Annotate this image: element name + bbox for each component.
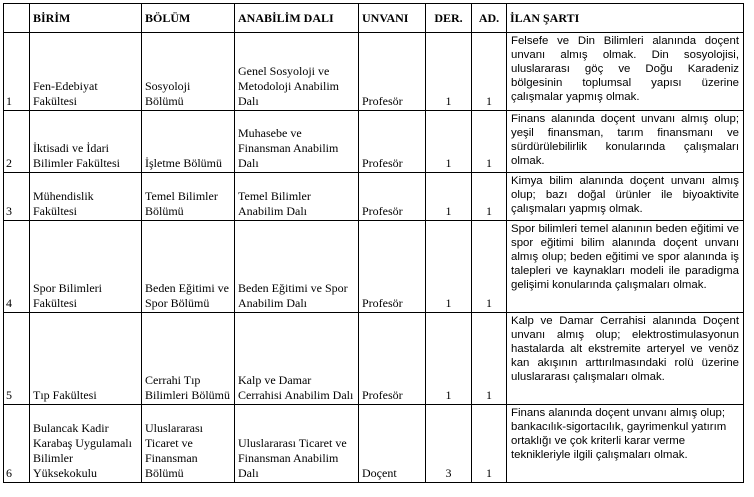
- unvan-cell: Profesör: [359, 111, 426, 173]
- row-number: 3: [4, 173, 30, 221]
- table-body: [4, 33, 744, 483]
- bolum-cell: Sosyoloji Bölümü: [142, 33, 235, 111]
- ilan-sarti-cell: Spor bilimleri temel alanının beden eğitimi ve spor eğitimi bilim alanında doçent unvanı almış olup; beden eğitimi ve spor alanında iş talepleri ve kaynakları modeli ile paradigma gelişimi konularında çalışmaları olmak.: [507, 221, 744, 313]
- adet-cell: 1: [472, 221, 507, 313]
- row-number: 1: [4, 33, 30, 111]
- bolum-cell: Uluslararası Ticaret ve Finansman Bölümü: [142, 405, 235, 483]
- table-row: [4, 405, 744, 483]
- ilan-sarti-cell: Finans alanında doçent unvanı almış olup; bankacılık-sigortacılık, gayrimenkul yatırım ortaklığı ve çok kriterli karar verme teknikleriyle ilgili çalışmaları olmak.: [507, 405, 744, 483]
- ilan-sarti-cell: Felsefe ve Din Bilimleri alanında doçent unvanı almış olmak. Din sosyolojisi, uluslararası göç ve Doğu Karadeniz bölgesinin toplumsal yapısı üzerine çalışmalar yapmış olmak.: [507, 33, 744, 111]
- anabilim-dali-cell: Muhasebe ve Finansman Anabilim Dalı: [235, 111, 359, 173]
- adet-cell: 1: [472, 33, 507, 111]
- ilan-sarti-cell: Kalp ve Damar Cerrahisi alanında Doçent unvanı almış olup; elektrostimulasyonun hastalarda alt ekstremite arteryel ve venöz kan akışının arttırılmasındaki rolü üzerine uluslararası çalışmaları olmak.: [507, 313, 744, 405]
- ilan-sarti-cell: Kimya bilim alanında doçent unvanı almış olup; bazı doğal ürünler ile biyoaktivite çalışmaları yapmış olmak.: [507, 173, 744, 221]
- header-birim: BİRİM: [30, 4, 142, 33]
- unvan-cell: Profesör: [359, 173, 426, 221]
- bolum-cell: Beden Eğitimi ve Spor Bölümü: [142, 221, 235, 313]
- header-row: [4, 4, 744, 33]
- birim-cell: Tıp Fakültesi: [30, 313, 142, 405]
- adet-cell: 1: [472, 313, 507, 405]
- header-no: [4, 4, 30, 33]
- unvan-cell: Profesör: [359, 221, 426, 313]
- header-ilan-sarti: İLAN ŞARTI: [507, 4, 744, 33]
- table-row: [4, 173, 744, 221]
- header-anabilim-dali: ANABİLİM DALI: [235, 4, 359, 33]
- birim-cell: Fen-Edebiyat Fakültesi: [30, 33, 142, 111]
- header-derece: DER.: [426, 4, 472, 33]
- table-header: [4, 4, 744, 33]
- derece-cell: 1: [426, 313, 472, 405]
- derece-cell: 3: [426, 405, 472, 483]
- anabilim-dali-cell: Temel Bilimler Anabilim Dalı: [235, 173, 359, 221]
- adet-cell: 1: [472, 111, 507, 173]
- header-bolum: BÖLÜM: [142, 4, 235, 33]
- bolum-cell: İşletme Bölümü: [142, 111, 235, 173]
- birim-cell: Mühendislik Fakültesi: [30, 173, 142, 221]
- adet-cell: 1: [472, 173, 507, 221]
- job-posting-table: [3, 3, 744, 483]
- table-row: [4, 221, 744, 313]
- row-number: 4: [4, 221, 30, 313]
- birim-cell: Spor Bilimleri Fakültesi: [30, 221, 142, 313]
- row-number: 5: [4, 313, 30, 405]
- birim-cell: Bulancak Kadir Karabaş Uygulamalı Bilimler Yüksekokulu: [30, 405, 142, 483]
- header-adet: AD.: [472, 4, 507, 33]
- unvan-cell: Profesör: [359, 33, 426, 111]
- derece-cell: 1: [426, 221, 472, 313]
- anabilim-dali-cell: Genel Sosyoloji ve Metodoloji Anabilim Dalı: [235, 33, 359, 111]
- unvan-cell: Profesör: [359, 313, 426, 405]
- ilan-sarti-cell: Finans alanında doçent unvanı almış olup; yeşil finansman, tarım finansmanı ve sürdürülebilirlik konularında çalışmaları olmak.: [507, 111, 744, 173]
- derece-cell: 1: [426, 173, 472, 221]
- anabilim-dali-cell: Uluslararası Ticaret ve Finansman Anabilim Dalı: [235, 405, 359, 483]
- bolum-cell: Temel Bilimler Bölümü: [142, 173, 235, 221]
- derece-cell: 1: [426, 33, 472, 111]
- adet-cell: 1: [472, 405, 507, 483]
- birim-cell: İktisadi ve İdari Bilimler Fakültesi: [30, 111, 142, 173]
- anabilim-dali-cell: Kalp ve Damar Cerrahisi Anabilim Dalı: [235, 313, 359, 405]
- row-number: 2: [4, 111, 30, 173]
- unvan-cell: Doçent: [359, 405, 426, 483]
- bolum-cell: Cerrahi Tıp Bilimleri Bölümü: [142, 313, 235, 405]
- table-row: [4, 313, 744, 405]
- anabilim-dali-cell: Beden Eğitimi ve Spor Anabilim Dalı: [235, 221, 359, 313]
- header-unvan: UNVANI: [359, 4, 426, 33]
- table-row: [4, 33, 744, 111]
- table-row: [4, 111, 744, 173]
- row-number: 6: [4, 405, 30, 483]
- derece-cell: 1: [426, 111, 472, 173]
